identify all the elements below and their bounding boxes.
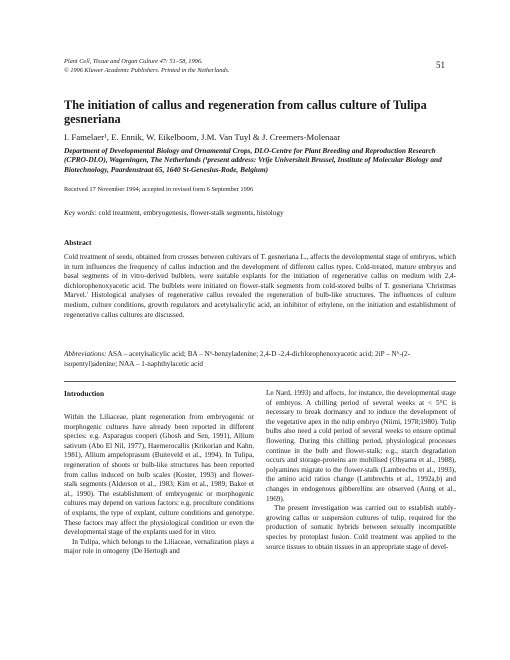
author-list: I. Famelaer¹, E. Ennik, W. Eikelboom, J.M. Van Tuyl & J. Creemers-Molenaar bbox=[64, 132, 341, 142]
abbreviations-label: Abbreviations: bbox=[64, 350, 107, 358]
page-number: 51 bbox=[436, 60, 445, 70]
intro-paragraph-4: The present investigation was carried out to establish stably-growing callus or suspension cultures of tulip, required for the production of somatic hybrids between sexually incompatible species by protoplast fusion. Cold treatment was applied to the source tissues to obtain tissues in an appropriate stage of devel- bbox=[266, 504, 456, 551]
introduction-heading: Introduction bbox=[64, 389, 105, 398]
keywords-text: cold treatment, embryogenesis, flower-stalk segments, histology bbox=[98, 209, 284, 217]
received-date: Received 17 November 1994; accepted in revised form 6 September 1996 bbox=[64, 186, 254, 193]
keywords-label: Key words: bbox=[64, 209, 97, 217]
abbreviations bbox=[64, 350, 456, 369]
right-column bbox=[266, 389, 456, 552]
affiliation: Department of Developmental Biology and Ornamental Crops, DLO-Centre for Plant Breeding and Reproduction Research (CPRO-DLO), Wageningen, The Netherlands (¹present address: Vrije Universiteit Brussel, Institute of Molecular Biology and Biotechnology, Paardenstraat 65, 1640 St-Genesius-Rode, Belgium) bbox=[64, 146, 442, 174]
keywords bbox=[64, 209, 284, 217]
journal-line: Plant Cell, Tissue and Organ Culture 47: 51–58, 1996. bbox=[64, 58, 203, 65]
abbreviations-text: ASA – acetylsalicylic acid; BA – N⁶-benzyladenine; 2,4-D -2,4-dichlorophenoxyacetic acid; 2iP – N⁶-(2-isopentyl)adenine; NAA – 1-naphthylacetic acid bbox=[64, 350, 410, 368]
intro-paragraph-2: In Tulipa, which belongs to the Liliaceae, vernalization plays a major role in ontogeny (De Hertogh and bbox=[64, 537, 254, 556]
copyright-line: © 1996 Kluwer Academic Publishers. Printed in the Netherlands. bbox=[64, 66, 230, 74]
abstract-text: Cold treatment of seeds, obtained from crosses between cultivars of T. gesneriana L., affects the developmental stage of embryos, which in turn influences the frequency of callus induction and the development of different callus types. Cold-treated, mature embryos and basal segments of in vitro-derived bulblets, were suitable explants for the initiation of regenerative callus on medium with 2,4-dichlorophenoxyacetic acid. The bulblets were initiated on flower-stalk segments from cold-stored bulbs of T. gesneriana 'Christmas Marvel.' Histological analyses of regenerative callus revealed the regeneration of bulb-like structures. The influences of culture medium, culture conditions, growth regulators and acetylsalicylic acid, an inhibitor of ethylene, on the initiation and establishment of regenerative callus cultures are discussed. bbox=[64, 253, 456, 319]
abstract-heading: Abstract bbox=[64, 238, 92, 247]
divider bbox=[64, 381, 456, 382]
paper-title: The initiation of callus and regeneration from callus culture of Tulipa gesneriana bbox=[64, 98, 427, 126]
left-column bbox=[64, 413, 254, 557]
intro-paragraph-3: Le Nard, 1993) and affects, for instance, the developmental stage of embryos. A chilling period of several weeks at < 5°C is necessary to break dormancy and to induce the development of the vegetative apex in the tulip embryo (Niimi, 1978;1980). Tulip bulbs also need a cold period of several weeks to ensure optimal flowering. During this chilling period, physiological processes continue in the bulb and flower-stalk; e.g., starch degradation occurs and storage-proteins are mobilised (Ohyama et al., 1988), polyamines migrate to the flower-stalk (Lambrechts et al., 1993), the amino acid ratios change (Lambrechts et al., 1992a,b) and changes in endogenous gibberellins are observed (Aung et al., 1969). bbox=[266, 389, 456, 503]
journal-header bbox=[64, 58, 230, 75]
intro-paragraph-1: Within the Liliaceae, plant regeneration from embryogenic or morphogenic cultures have already been reported in different species: e.g. Asparagus cooperi (Ghosh and Sen, 1991), Allium sativum (Abo El Nil, 1977), Haemerocallis (Krikorian and Kahn, 1981), Allium ampeloprasum (Buiteveld et al., 1994). In Tulipa, regeneration of shoots or bulb-like structures has been reported from callus induced on bulb scales (Koster, 1993) and flower-stalk segments (Alderson et al., 1983; Kim et al., 1989; Baker et al., 1990). The establishment of embryogenic or morphogenic cultures may depend on various factors: e.g. preculture conditions of explants, the type of explant, culture conditions and genotype. These factors may affect the physiological condition or even the developmental stage of the explants used for in vitro. bbox=[64, 413, 254, 537]
